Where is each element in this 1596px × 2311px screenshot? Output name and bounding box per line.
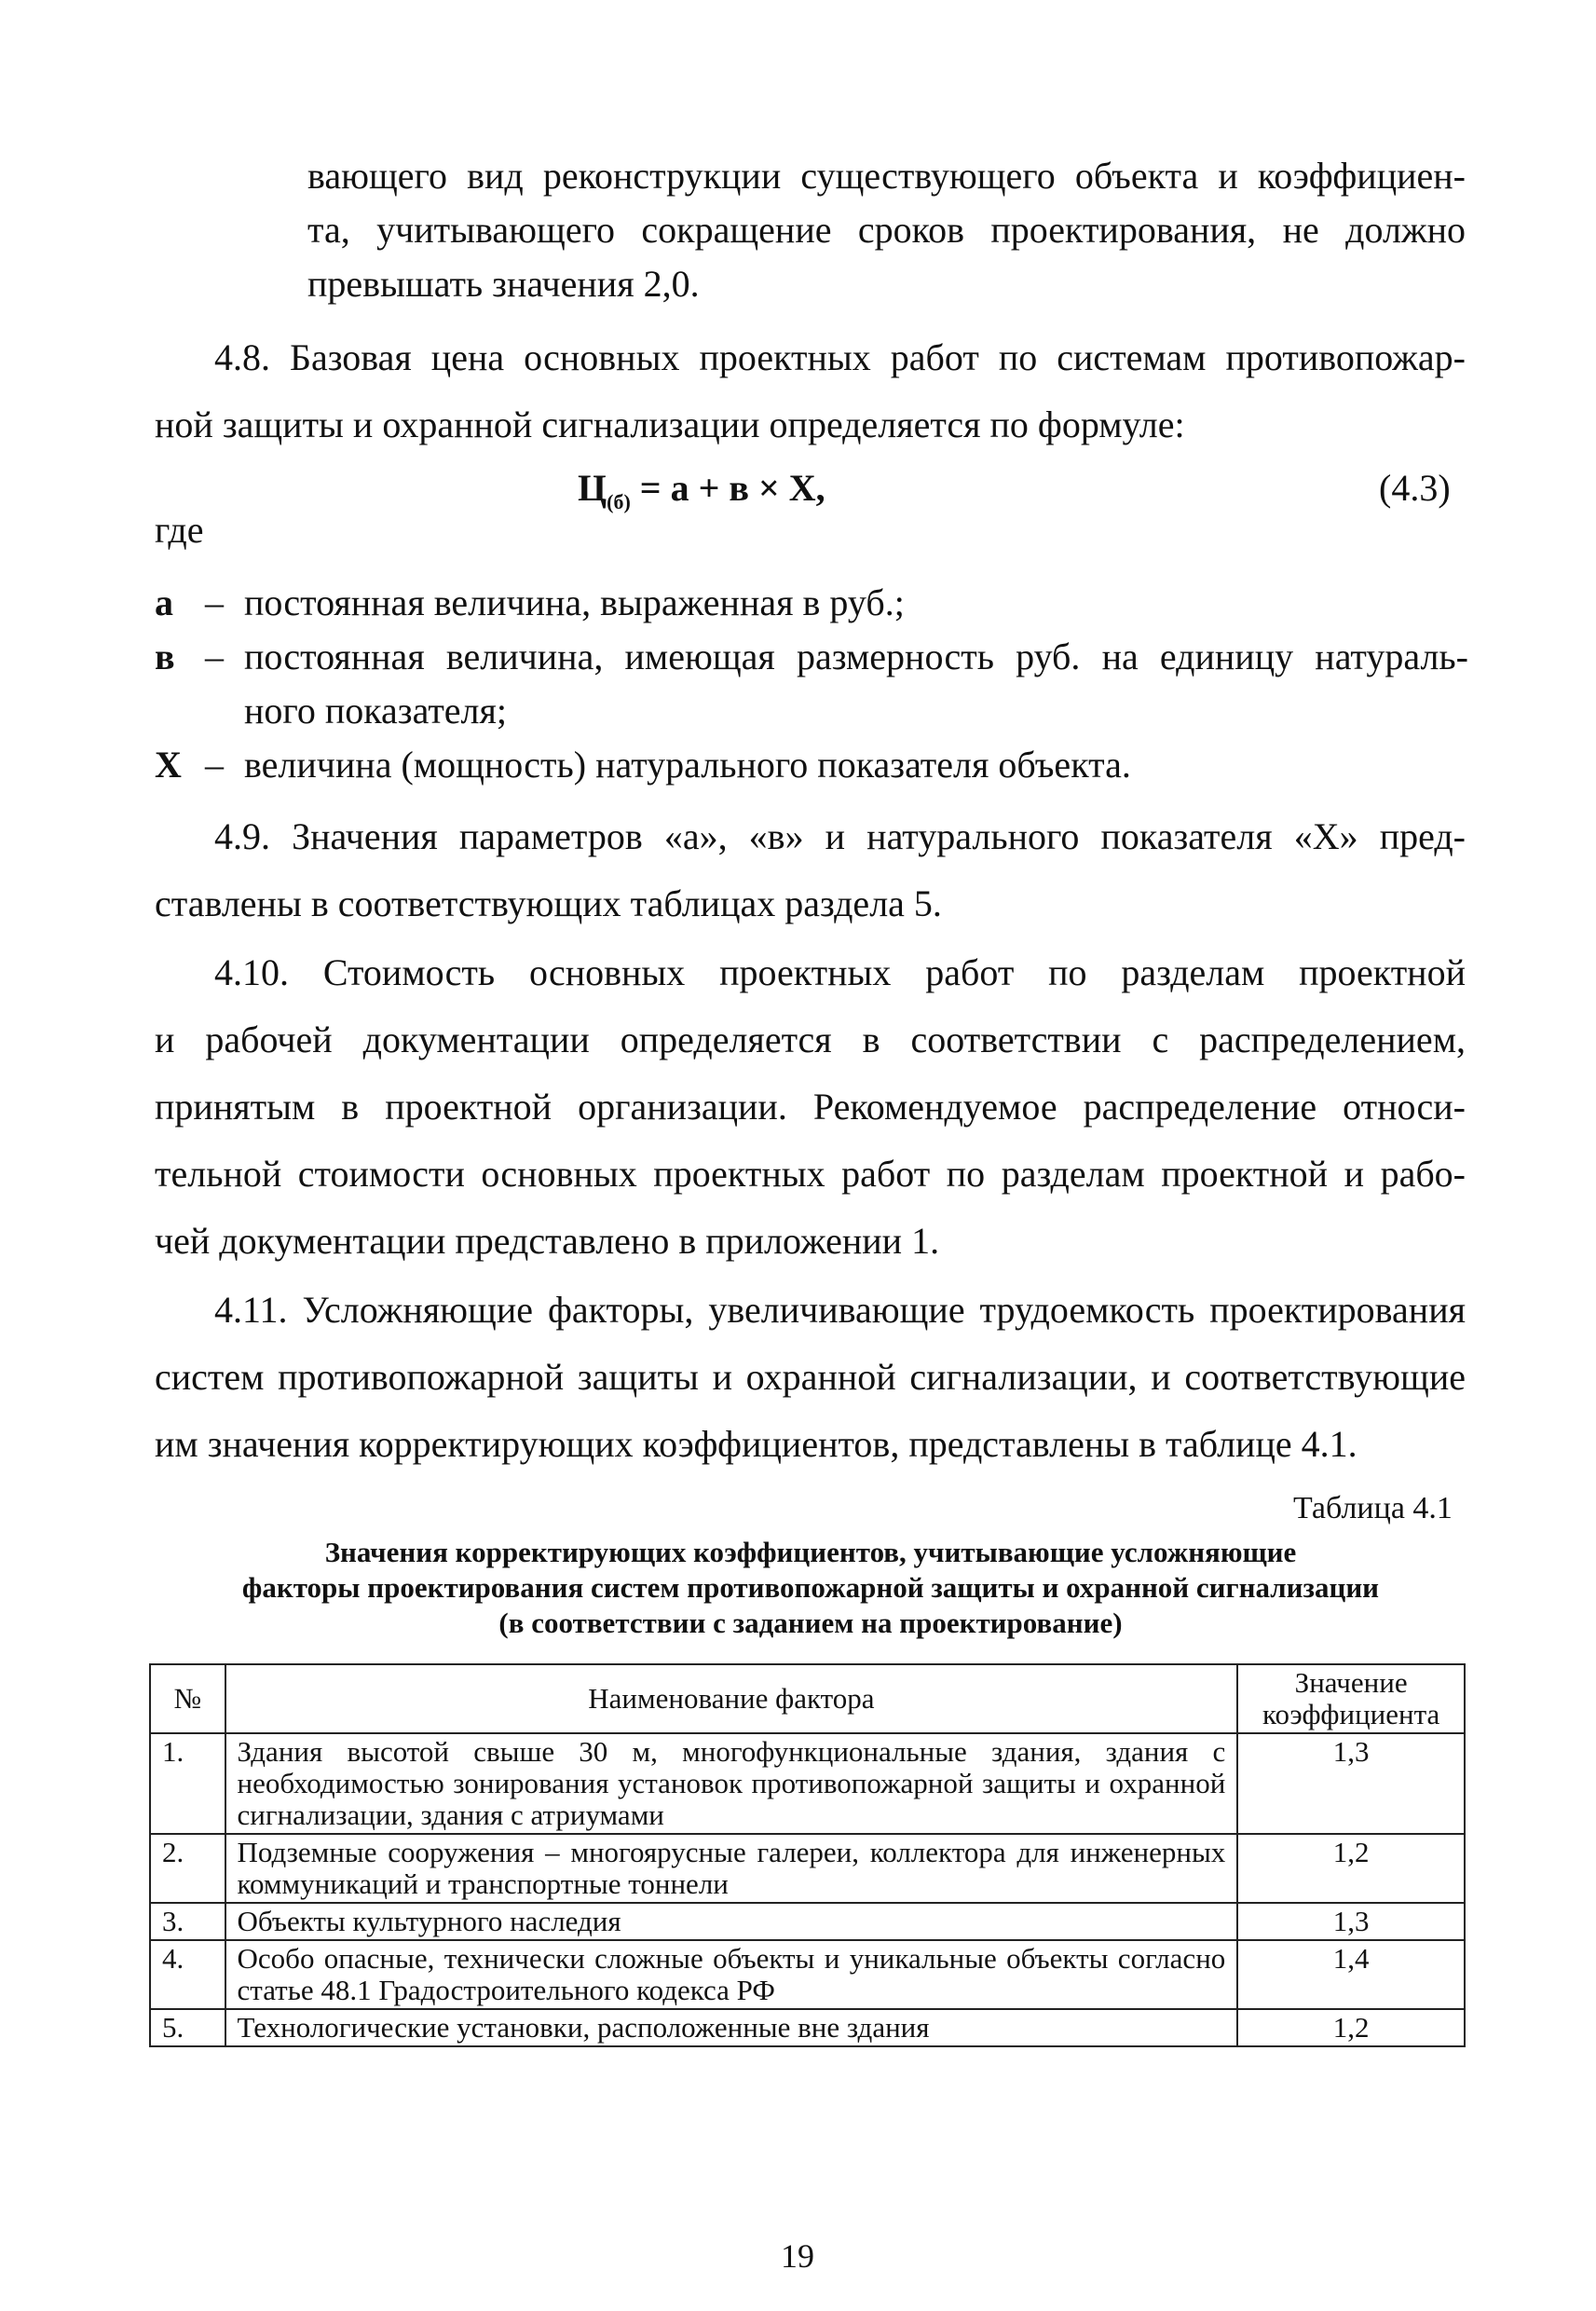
table-row (150, 1733, 1465, 1834)
table-row (150, 1903, 1465, 1940)
text-line: превышать значения 2,0. (307, 263, 700, 305)
text-line: тельной стоимости основных проектных работ по разделам проектной и рабо- (155, 1153, 1466, 1195)
table-title-line: (в соответствии с заданием на проектирование) (498, 1607, 1123, 1639)
definition-b (155, 630, 1468, 738)
text-line: 4.9. Значения параметров «а», «в» и натурального показателя «Х» пред- (214, 815, 1466, 857)
text-line: та, учитывающего сокращение сроков проектирования, не должно (307, 209, 1466, 251)
row-name: Объекты культурного наследия (225, 1903, 1238, 1940)
row-value: 1,2 (1237, 1834, 1465, 1903)
definition-text: ного показателя; (244, 690, 508, 732)
header-value-line: коэффициента (1262, 1698, 1440, 1730)
intro-paragraph (307, 149, 1466, 311)
row-name: Подземные сооружения – многоярусные галереи, коллектора для инженерных коммуникаций и транспортные тоннели (225, 1834, 1238, 1903)
row-num: 2. (150, 1834, 225, 1903)
header-num: № (150, 1664, 225, 1733)
definition-x (155, 738, 1468, 792)
text-line: вающего вид реконструкции существующего объекта и коэффициен- (307, 155, 1466, 197)
table-title-line: факторы проектирования систем противопожарной защиты и охранной сигнализации (241, 1571, 1380, 1604)
definition-text: постоянная величина, имеющая размерность руб. на единицу натураль- (244, 636, 1468, 677)
row-name: Технологические установки, расположенные вне здания (225, 2009, 1238, 2046)
text-line: ставлены в соответствующих таблицах раздела 5. (155, 882, 942, 924)
row-value: 1,4 (1237, 1940, 1465, 2009)
text-line: и рабочей документации определяется в соответствии с распределением, (155, 1019, 1466, 1060)
table-row (150, 2009, 1465, 2046)
table-caption: Таблица 4.1 (1293, 1491, 1453, 1525)
paragraph-4-10 (155, 939, 1466, 1275)
text-line: 4.10. Стоимость основных проектных работ по разделам проектной (214, 951, 1466, 993)
table-title (149, 1535, 1472, 1641)
table-header-row (150, 1664, 1465, 1733)
formula-lhs: Ц (578, 467, 607, 509)
text-line: ной защиты и охранной сигнализации определяется по формуле: (155, 403, 1185, 445)
text-line: принятым в проектной организации. Рекомендуемое распределение относи- (155, 1086, 1466, 1128)
formula-subscript: (б) (607, 490, 631, 513)
paragraph-4-11 (155, 1277, 1466, 1478)
formula (578, 466, 825, 514)
header-name: Наименование фактора (225, 1664, 1238, 1733)
definition-symbol: Х (155, 744, 182, 786)
definition-dash: – (205, 744, 224, 786)
table-title-line: Значения корректирующих коэффициентов, учитывающие усложняющие (324, 1536, 1297, 1568)
definition-text: величина (мощность) натурального показателя объекта. (244, 744, 1131, 786)
row-value: 1,3 (1237, 1733, 1465, 1834)
text-line: 4.8. Базовая цена основных проектных работ по системам противопожар- (214, 336, 1466, 378)
formula-number: (4.3) (1379, 467, 1451, 509)
row-name: Особо опасные, технически сложные объекты и уникальные объекты согласно статье 48.1 Градостроительного кодекса РФ (225, 1940, 1238, 2009)
row-num: 3. (150, 1903, 225, 1940)
text-line: чей документации представлено в приложении 1. (155, 1220, 940, 1262)
definition-a (155, 576, 1468, 630)
paragraph-4-9 (155, 803, 1466, 937)
definition-dash: – (205, 636, 224, 677)
row-num: 4. (150, 1940, 225, 2009)
text-line: им значения корректирующих коэффициентов, представлены в таблице 4.1. (155, 1423, 1357, 1465)
row-name: Здания высотой свыше 30 м, многофункциональные здания, здания с необходимостью зонирования установок противопожарной защиты и охранной сигнализации, здания с атриумами (225, 1733, 1238, 1834)
table-row (150, 1834, 1465, 1903)
header-value-line: Значение (1294, 1666, 1408, 1699)
row-value: 1,3 (1237, 1903, 1465, 1940)
row-num: 5. (150, 2009, 225, 2046)
table-row (150, 1940, 1465, 2009)
text-line: 4.11. Усложняющие факторы, увеличивающие трудоемкость проектирования (214, 1289, 1466, 1331)
definition-text-block (244, 630, 1468, 738)
row-num: 1. (150, 1733, 225, 1834)
row-value: 1,2 (1237, 2009, 1465, 2046)
where-label: где (155, 509, 204, 551)
formula-rhs: = а + в × Х, (630, 467, 825, 509)
page-number: 19 (781, 2237, 814, 2275)
definition-text: постоянная величина, выраженная в руб.; (244, 581, 905, 623)
text-line: систем противопожарной защиты и охранной сигнализации, и соответствующие (155, 1356, 1466, 1398)
definition-dash: – (205, 581, 224, 623)
header-value (1237, 1664, 1465, 1733)
coefficients-table (149, 1663, 1466, 2047)
definition-symbol: а (155, 581, 173, 623)
paragraph-4-8 (155, 324, 1466, 458)
definition-symbol: в (155, 636, 175, 677)
